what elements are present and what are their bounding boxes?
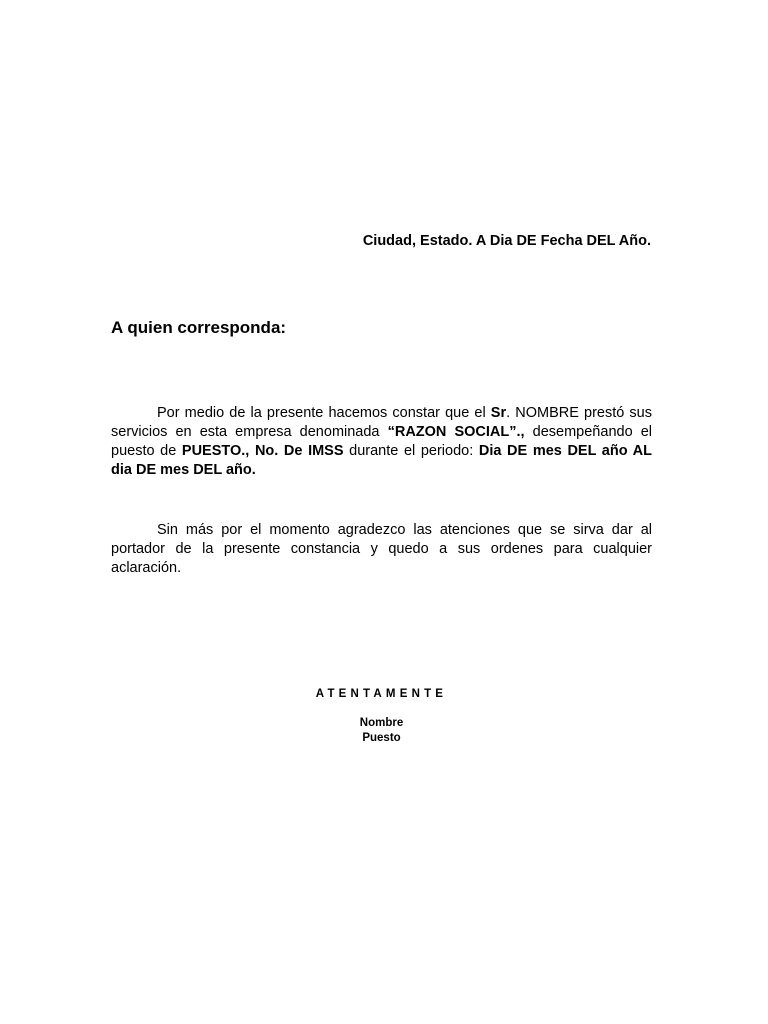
paragraph1-text-4: durante el periodo: [343, 443, 479, 459]
employment-period: Dia DE mes DEL año AL dia DE mes DEL año. [111, 443, 652, 478]
closing: ATENTAMENTE [315, 688, 448, 700]
paragraph1-bold-title: Sr [490, 405, 507, 421]
company-name: “RAZON SOCIAL”., [387, 424, 525, 440]
salutation: A quien corresponda: [111, 318, 287, 337]
position-imss: PUESTO., No. De IMSS [181, 443, 344, 459]
paragraph1-text-3: desempeñando el puesto de [111, 424, 653, 459]
paragraph1-text-2: . NOMBRE prestó sus servicios en esta empresa denominada [111, 405, 653, 440]
signature-role: Puesto [362, 732, 401, 744]
date-line: Ciudad, Estado. A Dia DE Fecha DEL Año. [362, 233, 651, 249]
signature-name: Nombre [359, 717, 404, 729]
body-paragraph-2: Sin más por el momento agradezco las atenciones que se sirva dar al portador de la presente constancia y quedo a sus ordenes para cualquier aclaración. [111, 522, 652, 576]
paragraph1-text-1: Por medio de la presente hacemos constar que el [157, 405, 491, 421]
body-paragraph-1 [111, 404, 652, 480]
